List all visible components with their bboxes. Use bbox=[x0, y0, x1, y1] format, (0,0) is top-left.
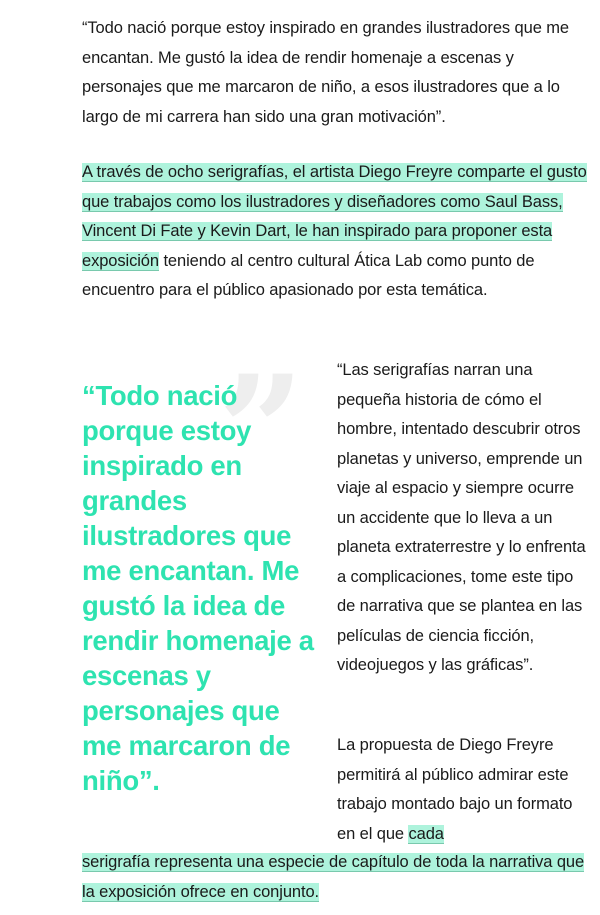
quote-mark-icon: ” bbox=[218, 343, 305, 519]
paragraph-quote-intro: “Todo nació porque estoy inspirado en grandes ilustradores que me encantan. Me gustó la idea de rendir homenaje a escenas y personajes que me marcaron de niño, a esos ilustradores que a lo largo de mi carrera han sido una gran motivación”. bbox=[82, 19, 569, 126]
pull-quote: “Todo nació porque estoy inspirado en grandes ilustradores que me encantan. Me gustó la idea de rendir homenaje a escenas y personajes que me marcaron de niño”. bbox=[82, 380, 314, 796]
highlighted-text: cada bbox=[408, 824, 444, 843]
paragraph-proposal bbox=[337, 731, 595, 849]
paragraph-text: La propuesta de Diego Freyre permitirá al público admirar este trabajo montado bajo un formato en el que bbox=[337, 736, 573, 843]
highlighted-text: serigrafía representa una especie de capítulo de toda la narrativa que la exposición ofrece en conjunto. bbox=[82, 853, 585, 901]
paragraph-text: teniendo al centro cultural Ática Lab como punto de encuentro para el público apasionado por esta temática. bbox=[82, 251, 535, 299]
pull-quote-block bbox=[82, 378, 322, 798]
paragraph-serigraphs: “Las serigrafías narran una pequeña historia de cómo el hombre, intentado descubrir otros planetas y universo, emprende un viaje al espacio y siempre ocurre un accidente que lo lleva a un planeta extraterrestre y lo enfrenta a complicaciones, tome este tipo de narrativa que se plantea en las películas de ciencia ficción, videojuegos y las gráficas”. bbox=[337, 361, 586, 674]
paragraph-proposal-continued bbox=[82, 848, 596, 907]
paragraph-exhibition bbox=[82, 158, 592, 306]
highlighted-text: A través de ocho serigrafías, el artista Diego Freyre comparte el gusto que trabajos como los ilustradores y diseñadores como Saul Bass, Vincent Di Fate y Kevin Dart, le han inspirado para proponer esta exposición bbox=[82, 163, 587, 270]
